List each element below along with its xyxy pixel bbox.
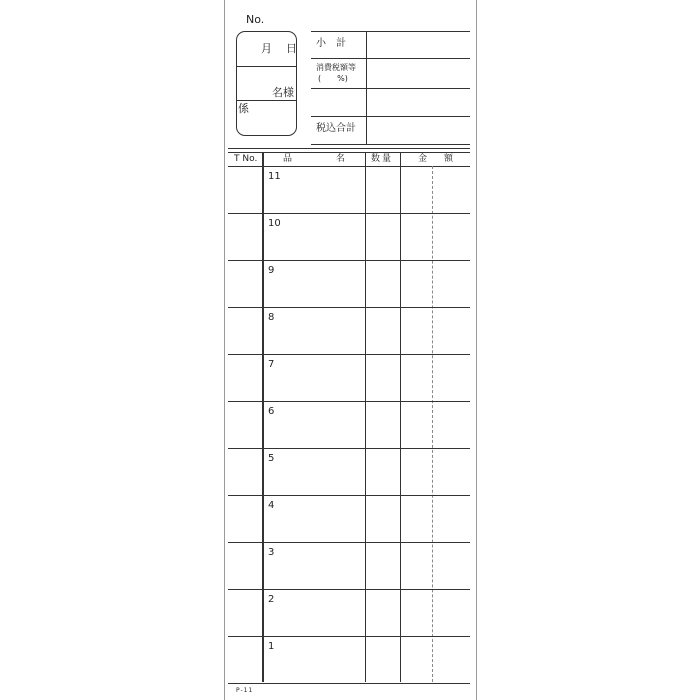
table-row-rule [228, 401, 470, 402]
row-number: 1 [268, 641, 275, 652]
row-number: 4 [268, 500, 275, 511]
customer-label: 名様 [272, 86, 294, 99]
table-top-rule [228, 148, 470, 149]
totals-rule [311, 116, 470, 117]
column-header-item: 名 [336, 154, 346, 164]
totals-rule [311, 88, 470, 89]
staff-label: 係 [238, 102, 249, 115]
number-label: No. [246, 13, 265, 26]
total-label: 税込合計 [316, 123, 356, 134]
table-row-rule [228, 260, 470, 261]
day-label: 日 [286, 42, 297, 55]
row-number: 9 [268, 265, 275, 276]
tax-label: 消費税額等 [316, 63, 356, 72]
column-header-amount: 金 [418, 154, 428, 164]
table-header-rule [228, 166, 470, 167]
totals-bottom-rule [311, 144, 470, 145]
row-number: 8 [268, 312, 275, 323]
form-code: P-11 [236, 687, 254, 694]
table-row-rule [228, 636, 470, 637]
row-number: 3 [268, 547, 275, 558]
stub-divider [237, 100, 296, 101]
totals-rule [311, 58, 470, 59]
table-row-rule [228, 542, 470, 543]
column-header-tno: T No. [234, 154, 258, 164]
table-row-rule [228, 495, 470, 496]
row-number: 11 [268, 171, 281, 182]
column-header-qty: 数量 [371, 154, 394, 164]
column-header-item: 品 [283, 154, 293, 164]
column-header-amount: 額 [444, 154, 454, 164]
table-top-rule [228, 152, 470, 153]
row-number: 7 [268, 359, 275, 370]
totals-top-rule [311, 31, 470, 32]
row-number: 6 [268, 406, 275, 417]
table-row-rule [228, 213, 470, 214]
tno-column-rule [262, 152, 264, 682]
row-number: 2 [268, 594, 275, 605]
qty-column-rule [400, 152, 401, 682]
row-number: 5 [268, 453, 275, 464]
tax-rate-label: ( %) [318, 74, 348, 83]
subtotal-label: 小 計 [316, 38, 346, 49]
table-row-rule [228, 354, 470, 355]
totals-column-rule [366, 31, 367, 144]
stub-divider [237, 66, 296, 67]
month-label: 月 [261, 42, 272, 55]
table-row-rule [228, 307, 470, 308]
table-row-rule [228, 589, 470, 590]
item-column-rule [365, 152, 366, 682]
table-row-rule [228, 683, 470, 684]
table-row-rule [228, 448, 470, 449]
amount-divider [432, 166, 433, 682]
row-number: 10 [268, 218, 281, 229]
